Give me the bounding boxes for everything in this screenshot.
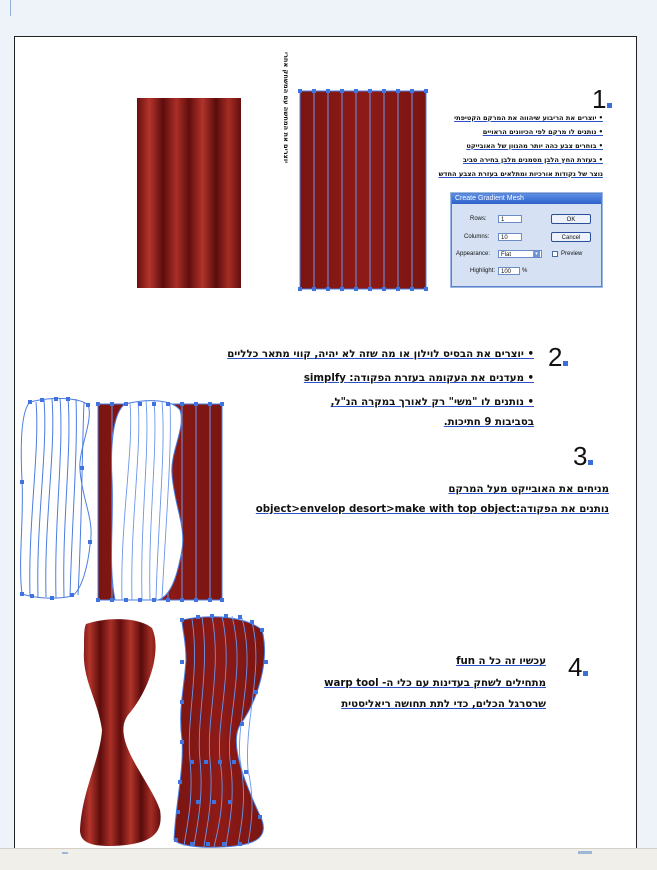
step4-line-2: מתחילים לשחק בעדינות עם כלי ה- warp tool xyxy=(324,678,546,689)
appearance-value: Flat xyxy=(501,252,512,258)
chevron-down-icon: ▾ xyxy=(533,251,540,257)
highlight-unit: % xyxy=(522,268,528,274)
velvet-rectangle xyxy=(137,98,241,288)
step1-line-3: • בוחרים צבע כהה יותר מהגוון של האובייקט xyxy=(466,142,603,150)
step2-line-1: • יוצרים את הבסיס לוילון או מה שזה לא יהיה, קווי מתאר כלליים xyxy=(227,349,534,360)
step1-line-4: • בעזרת החץ הלבן מסמנים מלבן בחירה סביב xyxy=(462,156,603,164)
columns-label: Columns: xyxy=(464,234,490,240)
mesh-rectangle xyxy=(298,89,428,291)
step-number-3: 3 xyxy=(573,441,593,472)
step4-line-1: עכשיו זה כל ה fun xyxy=(456,656,546,667)
dialog-title: Create Gradient Mesh xyxy=(452,194,601,204)
scroll-marker-right[interactable] xyxy=(578,851,592,854)
step4-line-3: שרסרגל הכלים, כדי לתת תחושה ריאליסטית xyxy=(341,699,546,710)
step2-line-3: • נותנים לו "משי" רק לאורך במקרה הנ"ל, xyxy=(330,397,534,408)
cancel-button[interactable]: Cancel xyxy=(551,232,591,242)
scroll-marker-left[interactable] xyxy=(62,852,68,854)
curtain-mesh-envelope xyxy=(96,400,224,602)
highlight-label: Highlight: xyxy=(470,268,496,274)
curtain-outline-shape xyxy=(21,398,92,598)
step1-line-5: נוצר של נקודות אורכיות ומתלאים בעזרת הצבע החדש xyxy=(438,170,603,178)
ok-button[interactable]: OK xyxy=(551,214,591,224)
final-curtain-shape xyxy=(80,619,161,846)
preview-checkbox[interactable] xyxy=(552,251,558,257)
appearance-select[interactable] xyxy=(498,250,542,258)
step-number-1: 1 xyxy=(592,84,612,115)
highlight-input[interactable]: 100 xyxy=(498,267,520,275)
appearance-label: Appearance: xyxy=(456,251,491,257)
rows-input[interactable]: 1 xyxy=(498,215,522,223)
bottom-status-bar xyxy=(0,848,657,870)
preview-label: Preview xyxy=(561,251,583,257)
step-number-2: 2 xyxy=(548,342,568,373)
step1-line-1: • יוצרים את הריבוע שיהווה את המרקם הקטיפתי xyxy=(454,114,603,122)
step3-line-1: מניחים את האובייקט מעל המרקם xyxy=(448,484,609,495)
rows-label: Rows: xyxy=(470,216,487,222)
warped-mesh-curtain xyxy=(174,614,268,847)
step3-line-2: נותנים את הפקודה:object>envelop desort>make with top object xyxy=(255,504,609,515)
vertical-caption: יוצרים את המחשה עם המשחק אחרי xyxy=(282,52,290,164)
step2-line-2: • מעדנים את העקומה בעזרת הפקודה: simplfy xyxy=(303,373,534,384)
create-gradient-mesh-dialog xyxy=(451,193,602,287)
columns-input[interactable]: 10 xyxy=(498,233,522,241)
step2-line-4: בסביבות 9 חתיכות. xyxy=(443,417,534,428)
step1-line-2: • נותנים לו מרקם לפי הכיוונים הראויים xyxy=(482,128,603,136)
step-number-4: 4 xyxy=(568,652,588,683)
